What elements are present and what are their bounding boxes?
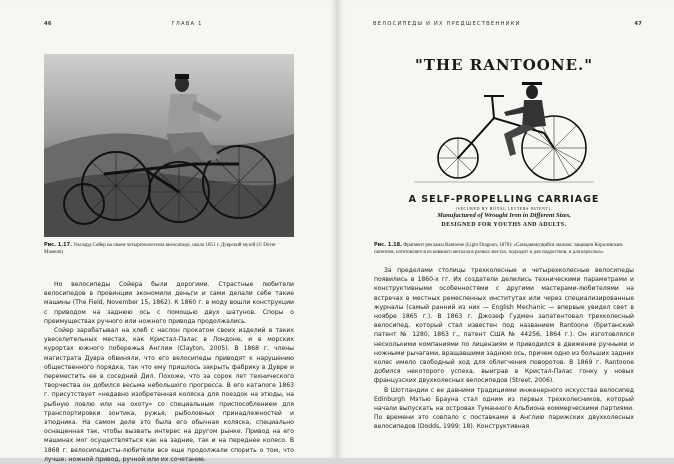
right-page-number: 47 (634, 21, 643, 27)
right-chapter-title: ВЕЛОСИПЕДЫ И ИХ ПРЕДШЕСТВЕННИКИ (373, 21, 521, 27)
right-body-text (374, 266, 634, 432)
left-body-text (44, 280, 294, 464)
sawyer-photo (44, 54, 294, 237)
left-caption-label: Рис. 1.17. (44, 242, 73, 248)
left-paragraph-1: Но велосипеды Сойера были дорогими. Страстные любители велосипедов в провинции экономили деньги и сами делали себе такие машины (The Field, November 15, 1862). К 1860 г. в моду вошли конструкции с приводом на заднюю ось с помощью двух шатунов. Споры о преимуществах ручного или ножного привода продолжались. (44, 281, 294, 325)
rantoone-advertisement (374, 54, 634, 234)
left-page-number: 46 (44, 21, 52, 27)
left-caption-text: Уиллард Сойер на своем четырехколесном велосипеде, около 1851 г. Дуврский музей (© Dover Museum) (44, 243, 276, 255)
left-paragraph-2: Сойер зарабатывал на хлеб с наслон прокатом своих изделий в таких увеселительных местах, как Кристал-Пэлас в Лондоне, и в морских курортах южного побережья Англии (Clayton, 2005). В 1868 г. члены магистрата Дувра обвиняли, что его велосипеды приводят к нарушению общественного порядка, так что ему пришлось закрыть фабрику в Дувре и переместить ее в соседний Дил. Похоже, что за сорок лет технического творчества он добился весьма небольшого прогресса. В его каталоге 1863 г. присутствует «недавно изобретенная коляска для поездок на этюды, на рыбную ловлю или на охоту» со специальным приспособлением для транспортировки зонтика, ружья, рыболовных принадлежностей и этюдника. На самом деле это была его обычная коляска, специально оснащенная так, чтобы вызвать интерес на другом рынке. Привод на его машинах мог осуществляться как на задние, так и на переднее колесо. В 1868 г. велосипедисты-любители все еще продолжали спорить о том, что лучше: ножной привод, ручной или их сочетание. (44, 327, 294, 463)
right-paragraph-2: В Шотландии с ее давними традициями инженерного искусства велосипед Edinburgh Мэтью Брауна стал одним из первых трехколесников, который начали выпускать на островах Туманного Альбиона коммерческими партиями. По времени это совпало с поставками в Англию парижских двухколесных велосипедов (Dodds, 1999: 18). Конструктивная (374, 386, 634, 431)
rantoone-engraving (414, 78, 594, 188)
right-caption-text: Фрагмент рекламы Rantoone (Light Dragoon, 1870): «Самодвижущийся экипаж: защищен Королевским патентом, изготовляется из кованого металла в разных местах, подходит и для подростков, и для взрослых» (374, 243, 623, 255)
right-figure-caption (374, 242, 634, 256)
left-chapter-title: ГЛАВА 1 (171, 21, 203, 27)
right-running-head (373, 21, 642, 27)
ad-line-3: Manufactured of Wrought Iron in Different Sizes, (437, 212, 571, 219)
right-paragraph-1: За пределами столицы трехколесные и четырехколесные велосипеды появились в 1860-х гг. Их создатели делились техническими параметрами и конструктивными особенностями с другими мастерами-любителями на встречах в местных ремесленных институтах или через специализированные журналы (самый ранний из них — English Mechanic — впервые увидел свет в ноябре 1865 г.). В 1863 г. Джозеф Гудмен запатентовал трехколесный велосипед, который стал известен под названием Rantoone (британский патент № 1280, 1863 г., патент США № 44256, 1864 г.). Он изготовлялся несколькими компаниями по лицензиям и приводился в движение ручными и ножными рычагами, вращавшими заднюю ось, причем одно из больших задних колес имело свободный ход для облегчения поворотов. В 1869 г. Rantoone добился некоторого успеха, выиграв в Кристал-Пэлас гонку у новых французских двухколесных велосипедов (Street, 2006). (374, 267, 634, 385)
left-figure-caption (44, 242, 294, 256)
right-caption-label: Рис. 1.18. (374, 242, 403, 248)
left-running-head (44, 21, 203, 27)
ad-line-4: DESIGNED FOR YOUTHS AND ADULTS. (441, 222, 567, 228)
ad-title: "THE RANTOONE." (414, 56, 594, 74)
left-page (0, 0, 337, 463)
ad-line-2: (SECURED BY ROYAL LETTERS PATENT), (455, 206, 553, 211)
ad-line-1: A SELF-PROPELLING CARRIAGE (408, 194, 600, 205)
